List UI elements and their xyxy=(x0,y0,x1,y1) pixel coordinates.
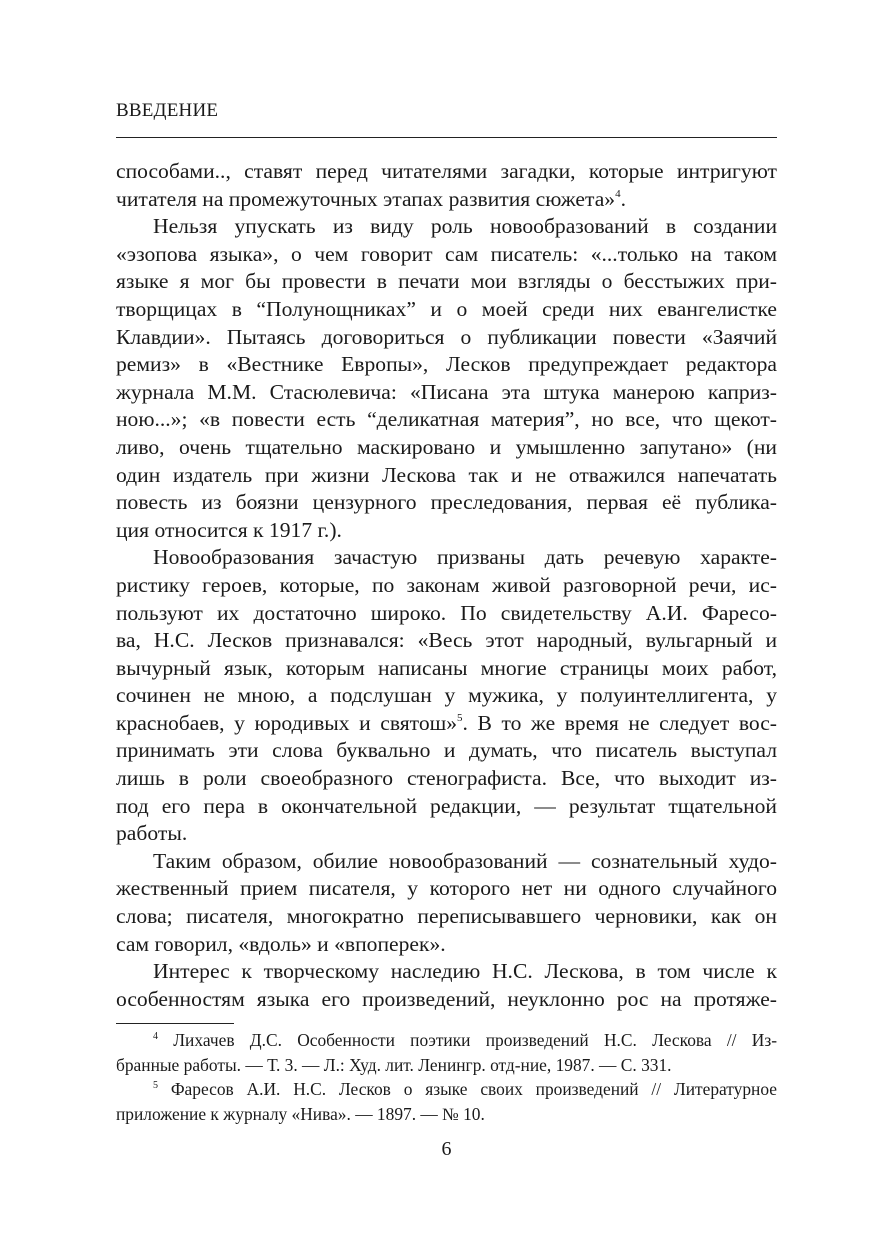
text-line xyxy=(116,324,777,352)
text-line xyxy=(116,268,777,296)
line-text: сам говорил, «вдоль» и «впоперек». xyxy=(116,931,446,956)
book-page xyxy=(116,0,777,1241)
text-line xyxy=(116,158,777,186)
line-text: вычурный язык, которым написаны многие страницы моих работ, xyxy=(116,655,777,680)
line-text: особенностям языка его произведений, неуклонно рос на протяже- xyxy=(116,986,777,1011)
line-text: журнала М.М. Стасюлевича: «Писана эта штука манерою каприз- xyxy=(116,379,777,404)
line-text: слова; писателя, многократно переписывавшего черновики, как он xyxy=(116,904,777,929)
footnote-reference: 4 xyxy=(615,187,621,200)
line-text: Таким образом, обилие новообразований — сознательный худо- xyxy=(153,848,777,873)
line-text: ливо, очень тщательно маскировано и умышленно запутано» (ни xyxy=(116,434,777,459)
text-line xyxy=(116,351,777,379)
line-text-after: . В то же время не следует вос- xyxy=(462,710,777,735)
footnote-reference: 5 xyxy=(457,711,463,724)
text-line xyxy=(116,765,777,793)
line-text: Клавдии». Пытаясь договориться о публикации повести «Заячий xyxy=(116,324,777,349)
text-line xyxy=(116,875,777,903)
line-text: творщицах в “Полунощниках” и о моей среди них евангелистке xyxy=(116,296,777,321)
line-text: Интерес к творческому наследию Н.С. Лескова, в том числе к xyxy=(153,959,777,984)
line-text: лишь в роли своеобразного стенографиста. Все, что выходит из- xyxy=(116,766,777,791)
text-line xyxy=(116,379,777,407)
line-text: Фаресов А.И. Н.С. Лесков о языке своих произведений // Литературное xyxy=(158,1079,777,1100)
text-line xyxy=(116,544,777,572)
text-line xyxy=(116,793,777,821)
footnotes xyxy=(116,1028,777,1126)
text-line xyxy=(116,1077,777,1102)
header-rule xyxy=(116,137,777,138)
line-text: способами.., ставят перед читателями загадки, которые интригуют xyxy=(116,159,777,183)
line-text: читателя на промежуточных этапах развития сюжета» xyxy=(116,186,616,211)
text-line xyxy=(116,1053,777,1078)
text-line xyxy=(116,572,777,600)
footnote-marker: 5 xyxy=(153,1080,158,1092)
line-text: работы. xyxy=(116,821,188,846)
line-text: ристику героев, которые, по законам живой разговорной речи, ис- xyxy=(116,572,777,597)
footnote-marker: 4 xyxy=(153,1031,158,1042)
line-text: языке я мог бы провести в печати мои взгляды о бесстыжих при- xyxy=(116,269,777,294)
line-text: жественный прием писателя, у которого нет ни одного случайного xyxy=(116,876,777,901)
text-line xyxy=(116,1102,777,1127)
text-line xyxy=(116,213,777,241)
line-text: краснобаев, у юродивых и святош» xyxy=(116,710,458,735)
page-number: 6 xyxy=(441,1138,452,1160)
text-line xyxy=(116,986,777,1014)
line-text-after: . xyxy=(620,186,626,211)
line-text: под его пера в окончательной редакции, — результат тщательной xyxy=(116,793,777,818)
text-line xyxy=(116,489,777,517)
text-line xyxy=(116,931,777,959)
line-text: Новообразования зачастую призваны дать речевую характе- xyxy=(153,545,777,570)
running-header: ВВЕДЕНИЕ xyxy=(116,100,219,121)
text-line xyxy=(116,462,777,490)
text-line xyxy=(116,737,777,765)
line-text: сочинен не мною, а подслушан у мужика, у полуинтеллигента, у xyxy=(116,683,777,708)
text-line xyxy=(116,627,777,655)
text-line xyxy=(116,241,777,269)
text-line xyxy=(116,517,777,545)
line-text: приложение к журналу «Нива». — 1897. — № 10. xyxy=(116,1103,485,1124)
line-text: один издатель при жизни Лескова так и не отважился напечатать xyxy=(116,462,777,487)
text-line xyxy=(116,903,777,931)
text-line xyxy=(116,710,777,738)
line-text: ва, Н.С. Лесков признавался: «Весь этот народный, вульгарный и xyxy=(116,628,777,653)
footnote-separator xyxy=(116,1023,234,1024)
line-text: бранные работы. — Т. 3. — Л.: Худ. лит. Ленингр. отд-ние, 1987. — С. 331. xyxy=(116,1054,672,1075)
line-text: Нельзя упускать из виду роль новообразований в создании xyxy=(153,214,777,239)
line-text: ция относится к 1917 г.). xyxy=(116,517,342,542)
line-text: пользуют их достаточно широко. По свидетельству А.И. Фаресо- xyxy=(116,600,777,625)
text-line xyxy=(116,600,777,628)
text-line xyxy=(116,682,777,710)
line-text: принимать эти слова буквально и думать, что писатель выступал xyxy=(116,738,777,763)
text-line xyxy=(116,434,777,462)
text-line xyxy=(116,296,777,324)
text-line xyxy=(116,186,777,214)
text-line xyxy=(116,958,777,986)
text-line xyxy=(116,820,777,848)
text-line xyxy=(116,1028,777,1053)
line-text: повесть из боязни цензурного преследования, первая её публика- xyxy=(116,490,777,515)
text-line xyxy=(116,848,777,876)
text-line xyxy=(116,406,777,434)
line-text: Лихачев Д.С. Особенности поэтики произведений Н.С. Лескова // Из- xyxy=(158,1030,777,1050)
line-text: ною...»; «в повести есть “деликатная материя”, но все, что щекот- xyxy=(116,407,777,432)
line-text: ремиз» в «Вестнике Европы», Лесков предупреждает редактора xyxy=(116,352,777,377)
line-text: «эзопова языка», о чем говорит сам писатель: «...только на таком xyxy=(116,241,777,266)
text-line xyxy=(116,655,777,683)
main-text xyxy=(116,158,777,1013)
